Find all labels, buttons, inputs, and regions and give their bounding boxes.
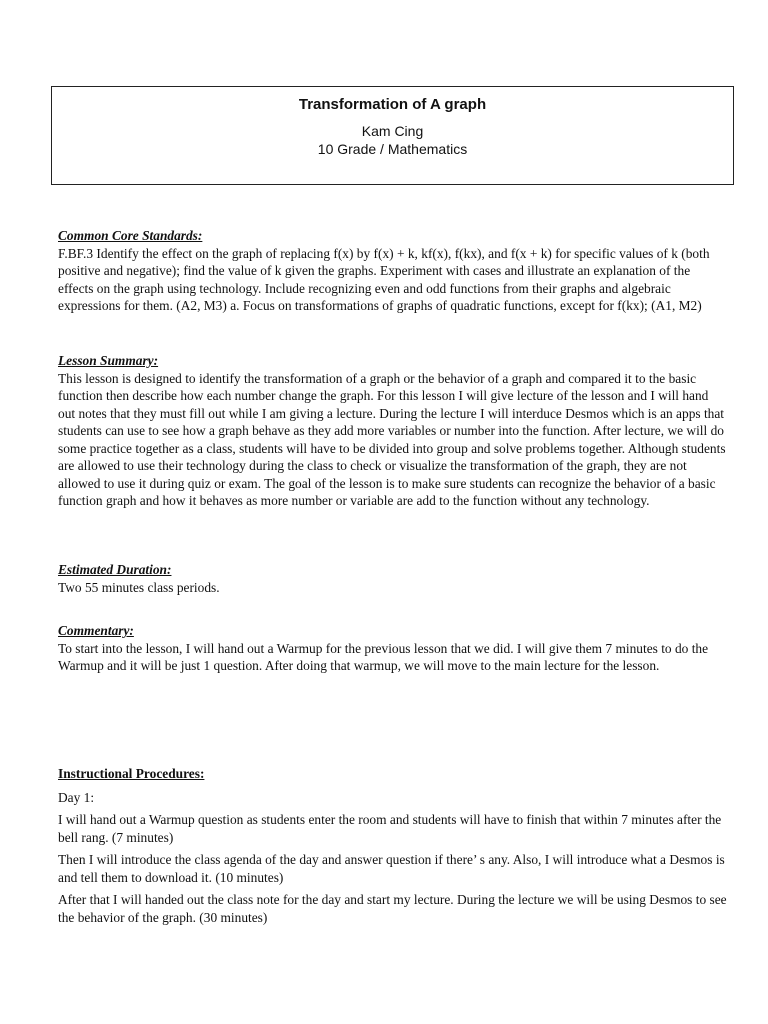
commentary-heading: Commentary: [58,623,134,638]
duration-section [58,561,728,596]
duration-heading: Estimated Duration: [58,562,172,577]
author-name: Kam Cing [361,123,424,139]
lesson-summary-heading: Lesson Summary: [58,353,159,368]
commentary-section [58,622,728,675]
procedure-step: I will hand out a Warmup question as students enter the room and students will have to finish that within 7 minutes after the bell rang. (7 minutes) [58,812,722,845]
commentary-body: To start into the lesson, I will hand out a Warmup for the previous lesson that we did. I will give them 7 minutes to do the Warmup and it will be just 1 question. After doing that warmup, we will move to the main lecture for the lesson. [58,640,709,673]
title-box [51,86,734,185]
procedure-step: After that I will handed out the class note for the day and start my lecture. During the lecture we will be using Desmos to see the behavior of the graph. (30 minutes) [58,892,727,925]
day-label: Day 1: [58,789,95,805]
procedures-section [58,765,728,931]
course-name: 10 Grade / Mathematics [317,141,468,157]
procedures-heading: Instructional Procedures: [58,766,205,781]
lesson-summary-body: This lesson is designed to identify the transformation of a graph or the behavior of a graph and compared it to the basic function then describe how each number change the graph. For this lesson I will give lecture of the lesson and I will hand out notes that they must fill out while I am giving a lecture. During the lecture I will interduce Desmos which is an apps that students can use to see how a graph behave as they add more variables or number into the function. After lecture, we will do some practice together as a class, students will have to be divided into group and solve problems together. Although students are allowed to use their technology during the class to check or visualize the transformation of the graph, they are not allowed to use it during quiz or exam. The goal of the lesson is to make sure students can recognize the behavior of a basic function graph and how it behaves as more number or variable are add to the function without any technology. [58,370,726,508]
common-core-heading: Common Core Standards: [58,228,203,243]
duration-body: Two 55 minutes class periods. [58,579,220,595]
lesson-summary-section [58,352,728,510]
common-core-section [58,227,728,315]
common-core-body: F.BF.3 Identify the effect on the graph of replacing f(x) by f(x) + k, kf(x), f(kx), and f(x + k) for specific values of k (both positive and negative); find the value of k given the graphs. Experiment with cases and illustrate an explanation of the effects on the graph using technology. Include recognizing even and odd functions from their graphs and algebraic expressions for them. (A2, M3) a. Focus on transformations of graphs of quadratic functions, except for f(kx); (A1, M2) [58,245,710,313]
procedure-step: Then I will introduce the class agenda of the day and answer question if there’ s any. Also, I will introduce what a Desmos is and tell them to download it. (10 minutes) [58,852,725,885]
document-title: Transformation of A graph [298,96,487,113]
